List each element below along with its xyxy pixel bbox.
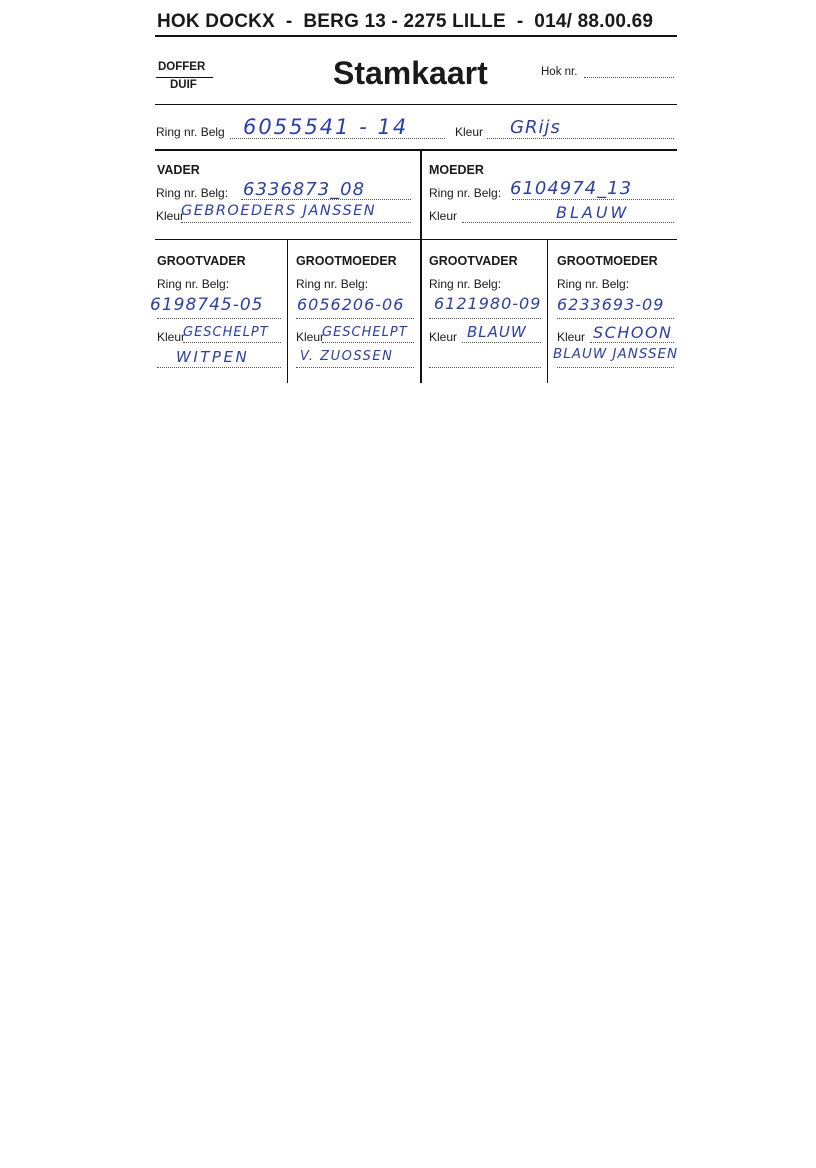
bird-color-field[interactable] — [487, 138, 674, 139]
gp4-color-field[interactable] — [590, 342, 674, 343]
rule-grandparents-top — [155, 239, 677, 240]
gp2-color-field[interactable] — [322, 342, 414, 343]
vader-color-value: GEBROEDERS JANSSEN — [181, 203, 377, 219]
gp3-ring-field[interactable] — [429, 318, 541, 319]
moeder-ring-field[interactable] — [512, 199, 674, 200]
gp2-heading: GROOTMOEDER — [296, 254, 397, 268]
moeder-heading: MOEDER — [429, 163, 484, 177]
parents-divider — [420, 151, 422, 383]
gp1-color-value: GESCHELPT — [183, 325, 269, 340]
moeder-color-field[interactable] — [462, 222, 674, 223]
gp4-note-field[interactable] — [557, 367, 674, 368]
vader-color-field[interactable] — [181, 222, 411, 223]
gp4-color-label: Kleur — [557, 330, 586, 344]
gp2-ring-value: 6056206-06 — [297, 295, 405, 314]
bird-color-value: GRijs — [510, 117, 561, 138]
sex-divider — [156, 77, 213, 78]
card-title: Stamkaart — [333, 55, 488, 91]
gp4-ring-value: 6233693-09 — [557, 295, 665, 314]
gp2-note-value: V. ZUOSSEN — [300, 349, 394, 364]
gp3-ring-value: 6121980-09 — [434, 294, 542, 313]
header-title: HOK DOCKX - BERG 13 - 2275 LILLE - 014/ 88.00.69 — [157, 11, 654, 32]
vader-color-label: Kleur — [156, 209, 185, 223]
gp3-ring-label: Ring nr. Belg: — [429, 277, 502, 291]
gp2-color-label: Kleur — [296, 330, 325, 344]
bird-ring-label: Ring nr. Belg — [156, 125, 225, 139]
rule-parents-top — [155, 149, 677, 151]
moeder-ring-label: Ring nr. Belg: — [429, 186, 502, 200]
gp2-ring-label: Ring nr. Belg: — [296, 277, 369, 291]
bird-ring-value: 6055541 - 14 — [243, 115, 409, 139]
gp2-note-field[interactable] — [296, 367, 414, 368]
header-rule — [155, 35, 677, 37]
moeder-color-label: Kleur — [429, 209, 458, 223]
gp3-note-field[interactable] — [429, 367, 541, 368]
moeder-color-value: BLAUW — [556, 203, 630, 222]
gp1-ring-value: 6198745-05 — [150, 295, 264, 315]
gp4-color-value: SCHOON — [593, 323, 673, 342]
sex-doffer-label: DOFFER — [158, 61, 206, 73]
rule-title — [155, 104, 677, 105]
gp1-heading: GROOTVADER — [157, 254, 246, 268]
gp1-color-field[interactable] — [183, 342, 281, 343]
sex-duif-label: DUIF — [170, 79, 197, 91]
hok-label: Hok nr. — [541, 66, 578, 78]
gp3-heading: GROOTVADER — [429, 254, 518, 268]
gp4-ring-field[interactable] — [557, 318, 674, 319]
gp1-color-label: Kleur — [157, 330, 186, 344]
gp-divider-1 — [287, 240, 288, 383]
moeder-ring-value: 6104974_13 — [510, 178, 633, 199]
gp3-color-label: Kleur — [429, 330, 458, 344]
gp2-color-value: GESCHELPT — [322, 325, 408, 340]
gp3-color-field[interactable] — [462, 342, 541, 343]
gp1-ring-label: Ring nr. Belg: — [157, 277, 230, 291]
hok-field[interactable] — [584, 77, 674, 78]
vader-ring-label: Ring nr. Belg: — [156, 186, 229, 200]
vader-heading: VADER — [157, 163, 200, 177]
gp4-ring-label: Ring nr. Belg: — [557, 277, 630, 291]
gp-divider-3 — [547, 240, 548, 383]
gp2-ring-field[interactable] — [296, 318, 414, 319]
gp1-note-field[interactable] — [157, 367, 281, 368]
gp4-heading: GROOTMOEDER — [557, 254, 658, 268]
gp4-note-value: BLAUW JANSSEN — [553, 346, 679, 362]
gp3-color-value: BLAUW — [467, 323, 527, 341]
gp1-note-value: WITPEN — [176, 348, 250, 366]
gp1-ring-field[interactable] — [157, 318, 281, 319]
bird-color-label: Kleur — [455, 125, 484, 139]
vader-ring-value: 6336873_08 — [243, 179, 366, 200]
